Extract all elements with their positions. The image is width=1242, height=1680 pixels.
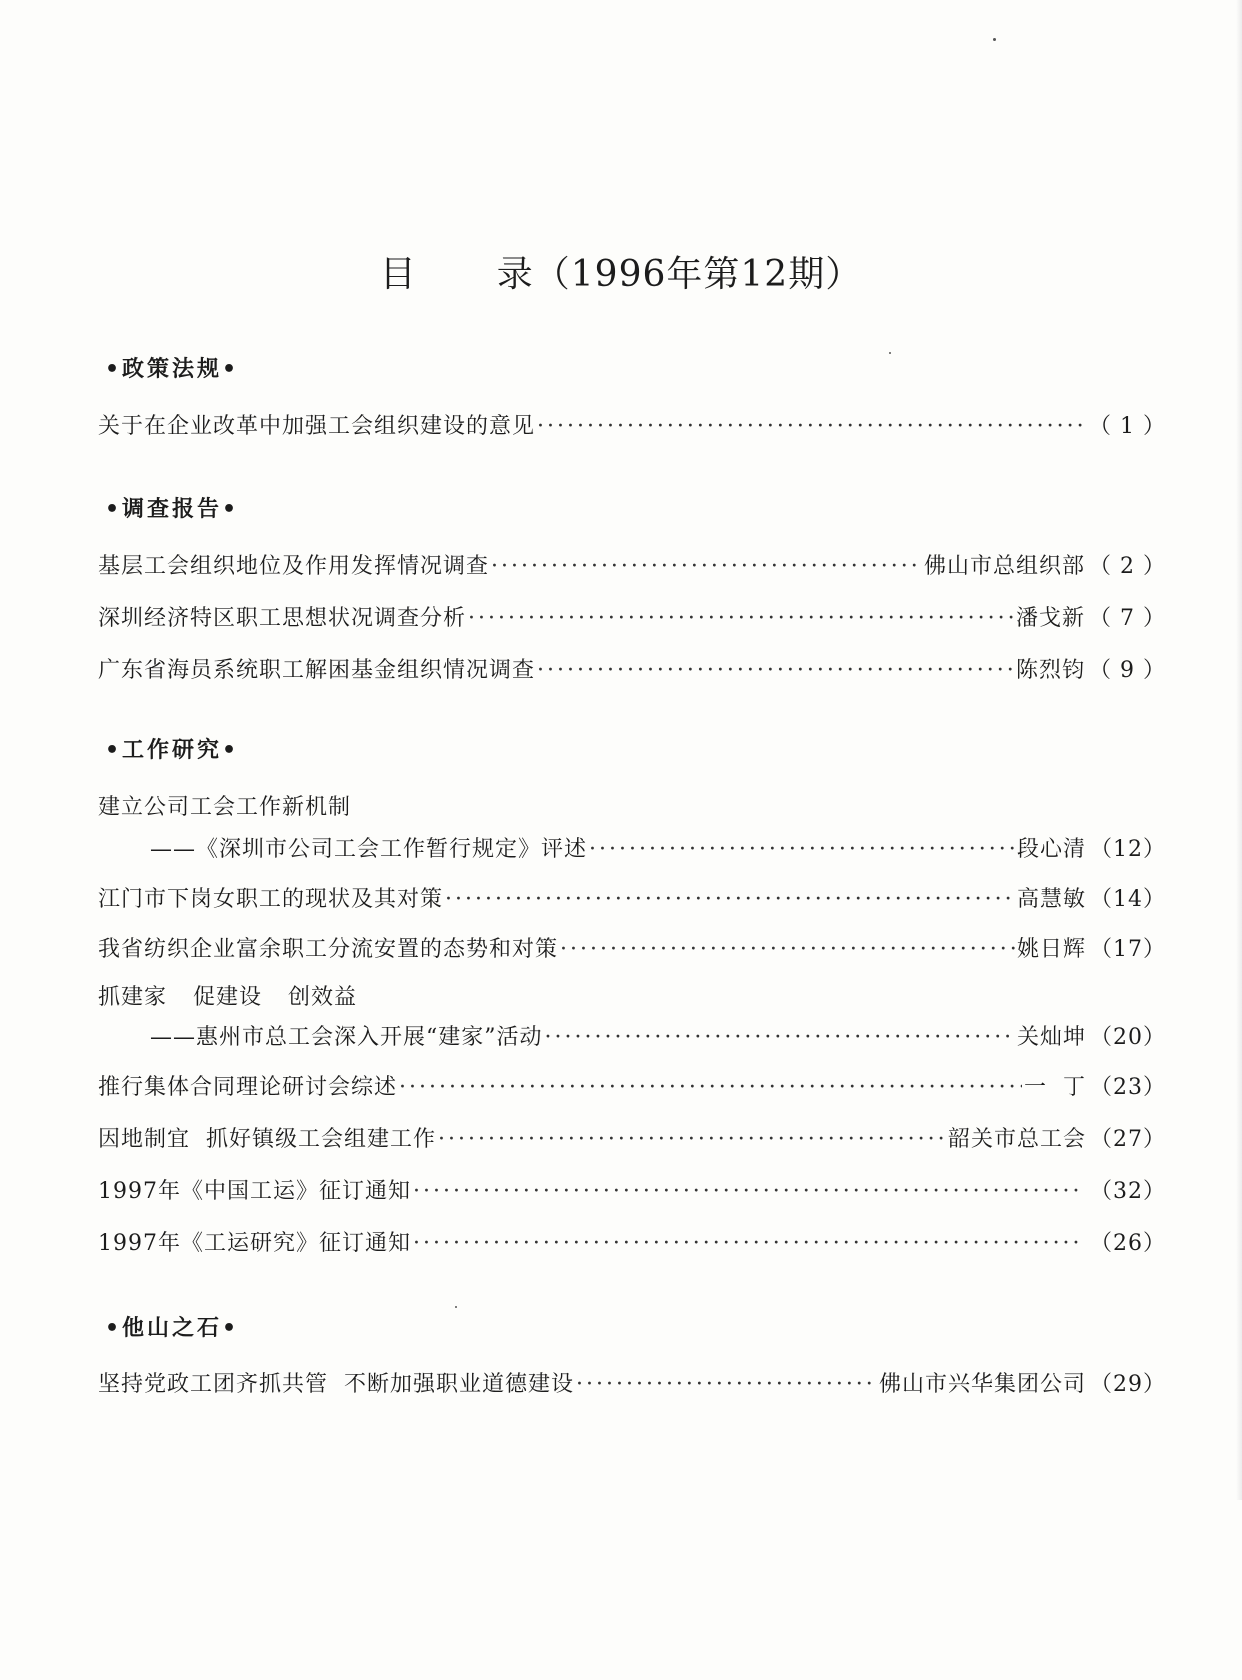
toc-entry[interactable] [98, 882, 1166, 916]
entry-page: （23） [1090, 1075, 1166, 1100]
entry-author: 关灿坤 [1016, 1025, 1086, 1050]
scan-speck [455, 1306, 457, 1308]
entry-title: 1997年《工运研究》征订通知 [98, 1231, 411, 1256]
entry-page: （ 1 ） [1089, 414, 1166, 439]
leader-dots [545, 1025, 1015, 1050]
entry-page: （14） [1090, 887, 1166, 912]
entry-title: 深圳经济特区职工思想状况调查分析 [98, 606, 467, 631]
entry-title: 广东省海员系统职工解困基金组织情况调查 [98, 658, 536, 683]
toc-entry[interactable] [98, 1226, 1166, 1260]
entry-author: 陈烈钧 [1016, 658, 1086, 683]
entry-author: 佛山市总组织部 [924, 554, 1086, 579]
entry-heading-part: 促建设 [193, 985, 263, 1010]
entry-heading: 建立公司工会工作新机制 [98, 795, 352, 820]
entry-page: （ 2 ） [1089, 554, 1166, 579]
scan-speck [889, 352, 891, 354]
section-heading-policy: •政策法规• [105, 357, 240, 382]
scan-edge-shadow [1236, 0, 1242, 1500]
entry-author: 姚日辉 [1016, 937, 1086, 962]
entry-title: 因地制宜 抓好镇级工会组建工作 [98, 1127, 436, 1152]
leader-dots [413, 1179, 1084, 1204]
leader-dots [576, 1372, 877, 1397]
entry-title: ——惠州市总工会深入开展“建家”活动 [150, 1025, 543, 1050]
leader-dots [468, 606, 1014, 631]
toc-entry[interactable] [98, 1122, 1166, 1156]
section-heading-research: •工作研究• [105, 738, 240, 763]
leader-dots [537, 414, 1083, 439]
toc-entry[interactable] [98, 932, 1166, 966]
page-title [0, 246, 1242, 297]
toc-entry[interactable] [98, 549, 1166, 583]
entry-title: 1997年《中国工运》征订通知 [98, 1179, 411, 1204]
entry-page: （ 7 ） [1089, 606, 1166, 631]
entry-author: 佛山市兴华集团公司 [878, 1372, 1086, 1397]
leader-dots [537, 658, 1014, 683]
entry-title: 坚持党政工团齐抓共管 不断加强职业道德建设 [98, 1372, 574, 1397]
entry-page: （ 9 ） [1089, 658, 1166, 683]
scan-speck [993, 38, 996, 41]
leader-dots [560, 937, 1015, 962]
toc-entry[interactable] [98, 409, 1166, 443]
title-rest: 录（1996年第12期） [496, 254, 863, 295]
entry-page: （29） [1090, 1372, 1166, 1397]
entry-title: 关于在企业改革中加强工会组织建设的意见 [98, 414, 536, 439]
entry-author: 潘戈新 [1016, 606, 1086, 631]
entry-page: （20） [1090, 1025, 1166, 1050]
leader-dots [445, 887, 1015, 912]
section-heading-other: •他山之石• [105, 1316, 240, 1341]
toc-entry[interactable] [98, 1174, 1166, 1208]
toc-entry[interactable] [150, 832, 1166, 866]
entry-author: 段心清 [1016, 837, 1086, 862]
entry-title: 推行集体合同理论研讨会综述 [98, 1075, 398, 1100]
entry-page: （27） [1090, 1127, 1166, 1152]
entry-title: ——《深圳市公司工会工作暂行规定》评述 [150, 837, 588, 862]
leader-dots [438, 1127, 946, 1152]
toc-entry[interactable] [98, 601, 1166, 635]
entry-heading-part: 抓建家 [98, 985, 168, 1010]
entry-page: （12） [1090, 837, 1166, 862]
toc-entry[interactable] [98, 1070, 1166, 1104]
title-main: 目 [379, 254, 417, 295]
toc-entry[interactable] [98, 653, 1166, 687]
entry-author: 韶关市总工会 [947, 1127, 1086, 1152]
entry-author: 高慧敏 [1016, 887, 1086, 912]
leader-dots [399, 1075, 1022, 1100]
leader-dots [413, 1231, 1084, 1256]
entry-author: 一 丁 [1024, 1075, 1086, 1100]
entry-title: 我省纺织企业富余职工分流安置的态势和对策 [98, 937, 559, 962]
leader-dots [589, 837, 1015, 862]
entry-page: （17） [1090, 937, 1166, 962]
entry-title: 基层工会组织地位及作用发挥情况调查 [98, 554, 490, 579]
entry-page: （32） [1090, 1179, 1166, 1204]
entry-heading [98, 980, 357, 1011]
toc-entry[interactable] [98, 1367, 1166, 1401]
entry-page: （26） [1090, 1231, 1166, 1256]
toc-entry[interactable] [150, 1020, 1166, 1054]
entry-heading-part: 创效益 [288, 985, 358, 1010]
leader-dots [491, 554, 922, 579]
entry-title: 江门市下岗女职工的现状及其对策 [98, 887, 444, 912]
section-heading-survey: •调查报告• [105, 497, 240, 522]
